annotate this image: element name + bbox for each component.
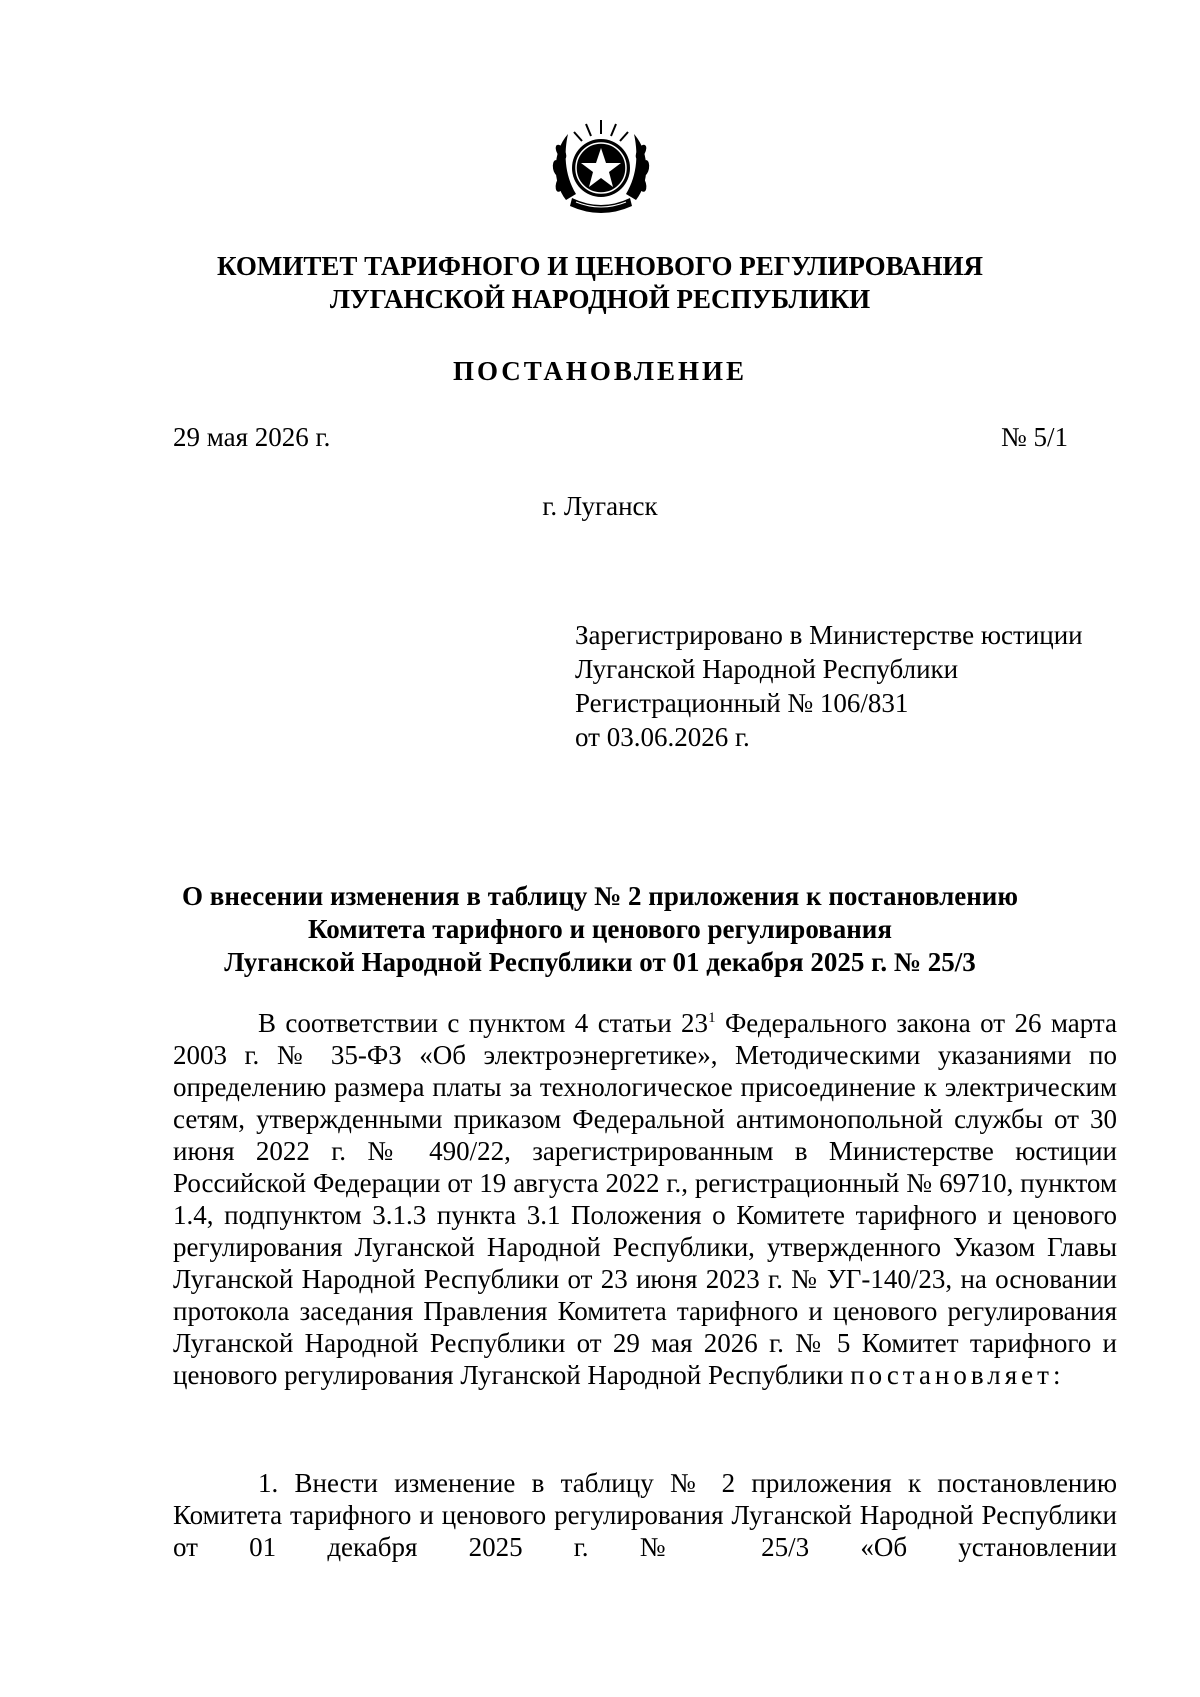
title-line-1: О внесении изменения в таблицу № 2 приложения к постановлению bbox=[182, 881, 1018, 911]
document-type: ПОСТАНОВЛЕНИЕ bbox=[452, 356, 748, 386]
resolves-verb: постановляет bbox=[850, 1360, 1053, 1390]
city: г. Луганск bbox=[542, 491, 658, 521]
registration-line-1: Зарегистрировано в Министерстве юстиции bbox=[575, 620, 1083, 650]
registration-line-4: от 03.06.2026 г. bbox=[575, 722, 750, 752]
coat-of-arms-icon bbox=[546, 112, 656, 222]
preamble-start: В соответствии с пунктом 4 статьи 23 bbox=[258, 1008, 709, 1038]
org-line-2: ЛУГАНСКОЙ НАРОДНОЙ РЕСПУБЛИКИ bbox=[329, 284, 871, 314]
clause-1-paragraph: 1. Внести изменение в таблицу № 2 приложения к постановлению Комитета тарифного и ценового регулирования Луганской Народной Республики от 01 декабря 2025 г. № 25/3 «Об установлении bbox=[173, 1468, 1117, 1562]
preamble-rest: Федерального закона от 26 марта 2003 г. № 35-ФЗ «Об электроэнергетике», Методическими указаниями по определению размера платы за технологическое присоединение к электрическим сетям, утвержденными приказом Федеральной антимонопольной службы от 30 июня 2022 г. № 490/22, зарегистрированным в Министерстве юстиции Российской Федерации от 19 августа 2022 г., регистрационный № 69710, пунктом 1.4, подпунктом 3.1.3 пункта 3.1 Положения о Комитете тарифного и ценового регулирования Луганской Народной Республики, утвержденного Указом Главы Луганской Народной Республики от 23 июня 2023 г. № УГ-140/23, на основании протокола заседания Правления Комитета тарифного и ценового регулирования Луганской Народной Республики от 29 мая 2026 г. № 5 Комитет тарифного и ценового регулирования Луганской Народной Республики bbox=[173, 1008, 1117, 1390]
date-number-row bbox=[173, 422, 1068, 453]
registration-line-2: Луганской Народной Республики bbox=[575, 654, 959, 684]
preamble-paragraph bbox=[173, 1007, 1117, 1391]
organization-name bbox=[0, 250, 1200, 316]
registration-stamp bbox=[575, 618, 1083, 754]
article-superscript: 1 bbox=[708, 1010, 716, 1026]
preamble-end: : bbox=[1052, 1360, 1061, 1390]
registration-line-3: Регистрационный № 106/831 bbox=[575, 688, 909, 718]
document-number: № 5/1 bbox=[1000, 422, 1068, 452]
org-line-1: КОМИТЕТ ТАРИФНОГО И ЦЕНОВОГО РЕГУЛИРОВАНИЯ bbox=[216, 251, 983, 281]
document-title bbox=[0, 880, 1200, 979]
title-line-2: Комитета тарифного и ценового регулирования bbox=[308, 914, 892, 944]
document-date: 29 мая 2026 г. bbox=[173, 422, 331, 452]
title-line-3: Луганской Народной Республики от 01 декабря 2025 г. № 25/3 bbox=[224, 947, 976, 977]
